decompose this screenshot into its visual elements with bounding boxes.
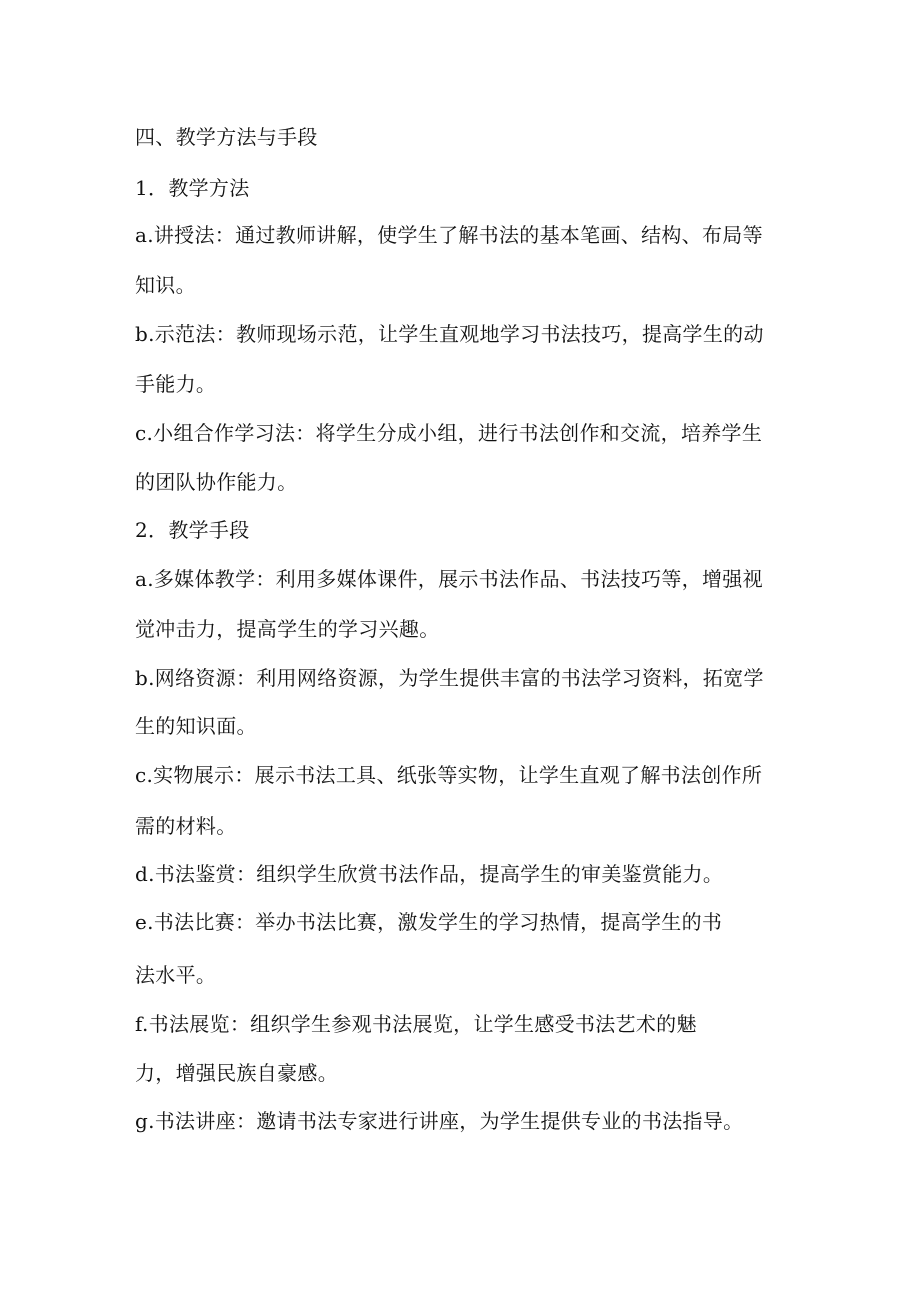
method-b-line-2: 手能力。 xyxy=(135,372,217,396)
means-b-line-2: 生的知识面。 xyxy=(135,714,257,738)
means-d-line-1: d.书法鉴赏：组织学生欣赏书法作品，提高学生的审美鉴赏能力。 xyxy=(135,862,724,886)
method-c-line-1: c.小组合作学习法：将学生分成小组，进行书法创作和交流，培养学生 xyxy=(135,421,763,445)
method-b-line-1: b.示范法：教师现场示范，让学生直观地学习书法技巧，提高学生的动 xyxy=(135,322,764,346)
means-e-line-1: e.书法比赛：举办书法比赛，激发学生的学习热情，提高学生的书 xyxy=(135,910,723,934)
means-b-line-1: b.网络资源：利用网络资源，为学生提供丰富的书法学习资料，拓宽学 xyxy=(135,666,764,690)
means-f-line-1: f.书法展览：组织学生参观书法展览，让学生感受书法艺术的魅 xyxy=(135,1012,697,1036)
section-heading: 四、教学方法与手段 xyxy=(135,125,318,149)
subsection-heading-means: 2．教学手段 xyxy=(135,518,250,542)
means-f-line-2: 力，增强民族自豪感。 xyxy=(135,1061,338,1085)
means-a-line-1: a.多媒体教学：利用多媒体课件，展示书法作品、书法技巧等，增强视 xyxy=(135,567,763,591)
means-c-line-1: c.实物展示：展示书法工具、纸张等实物，让学生直观了解书法创作所 xyxy=(135,763,763,787)
means-c-line-2: 需的材料。 xyxy=(135,814,237,838)
subsection-heading-methods: 1．教学方法 xyxy=(135,176,250,200)
method-a-line-2: 知识。 xyxy=(135,273,196,297)
means-a-line-2: 觉冲击力，提高学生的学习兴趣。 xyxy=(135,617,440,641)
method-c-line-2: 的团队协作能力。 xyxy=(135,470,298,494)
method-a-line-1: a.讲授法：通过教师讲解，使学生了解书法的基本笔画、结构、布局等 xyxy=(135,223,763,247)
means-g-line-1: g.书法讲座：邀请书法专家进行讲座，为学生提供专业的书法指导。 xyxy=(135,1109,744,1133)
means-e-line-2: 法水平。 xyxy=(135,963,217,987)
